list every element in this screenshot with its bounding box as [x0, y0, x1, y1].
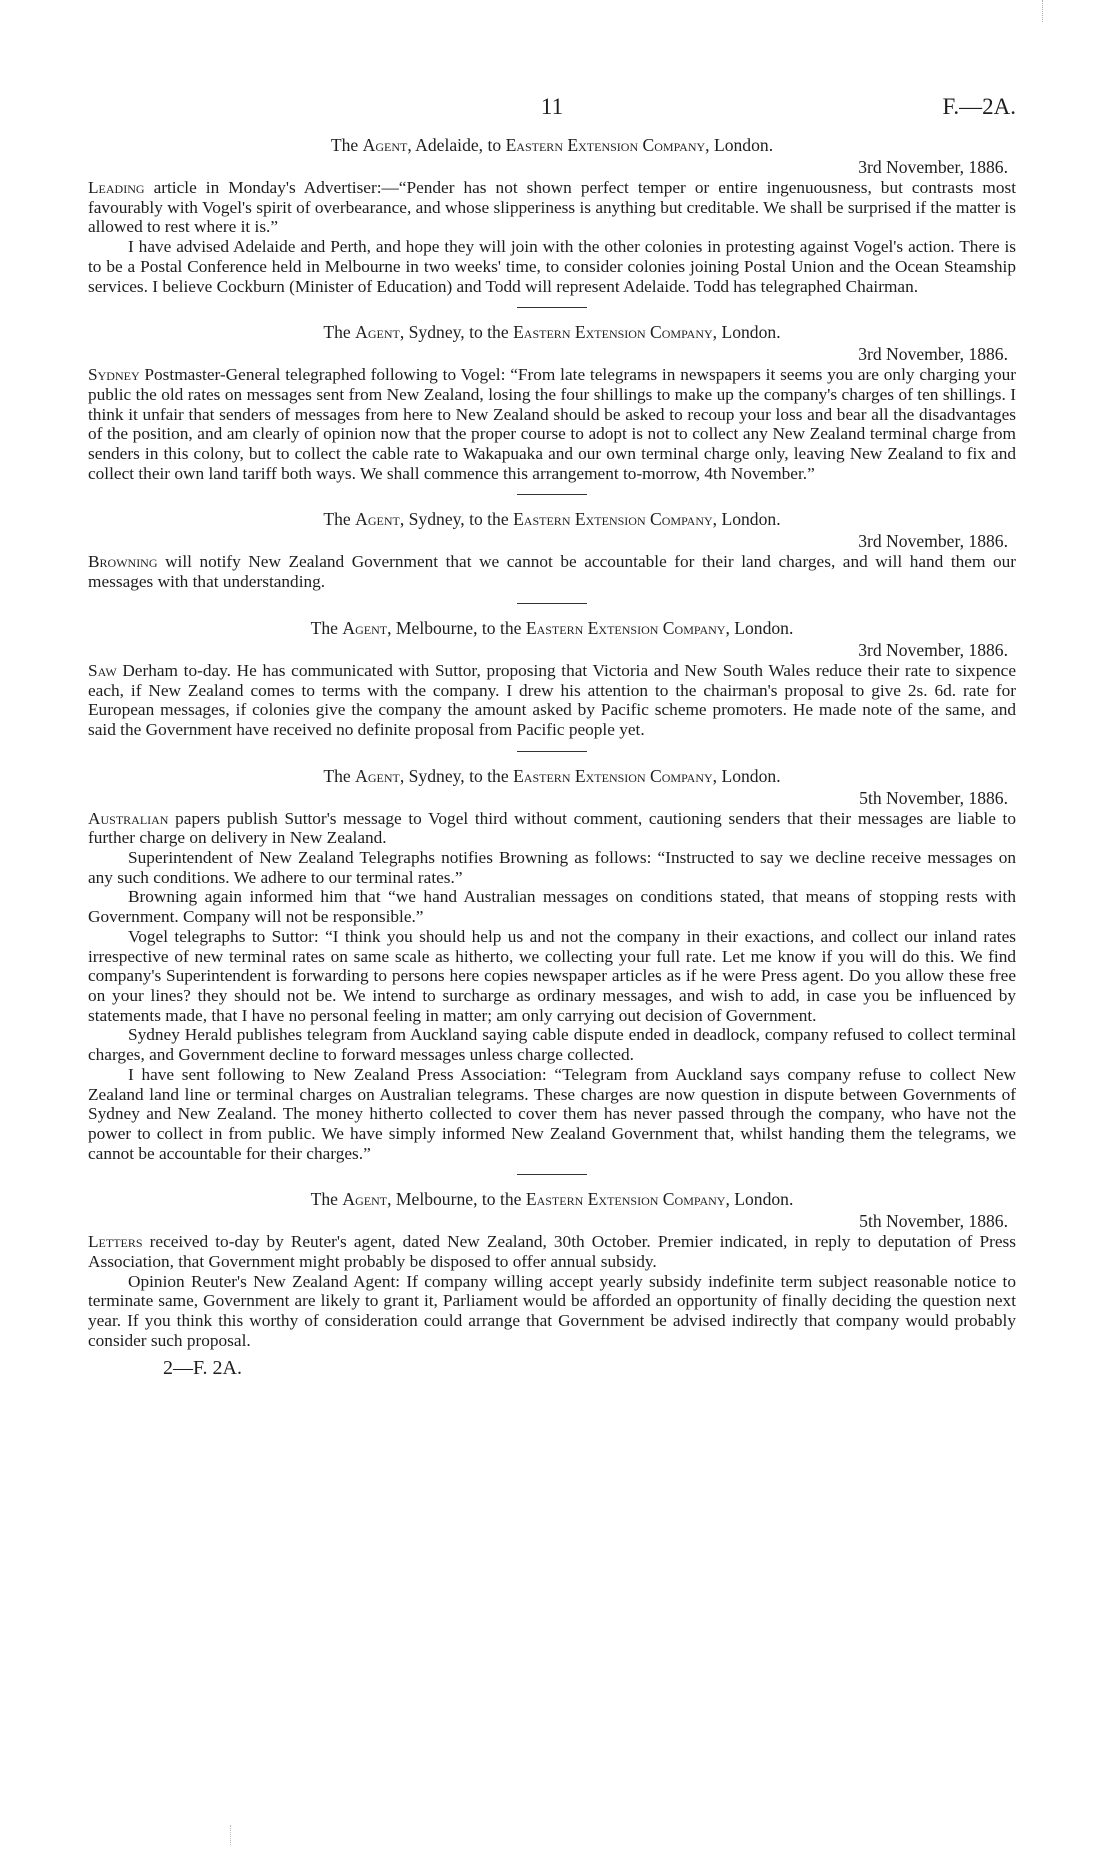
paragraph: Sydney Herald publishes telegram from Auckland saying cable dispute ended in deadlock, company refused to collect terminal charges, and Government decline to forward messages unless charge collected. [88, 1025, 1016, 1065]
section-divider [517, 494, 587, 495]
paragraph: Leading article in Monday's Advertiser:—“Pender has not shown perfect temper or entire ingenuousness, but contrasts most favourably with Vogel's spirit of overbearance, and whose slipperiness is anything but creditable. We shall be surprised if the matter is allowed to rest where it is.” [88, 178, 1016, 237]
message-date: 3rd November, 1886. [858, 639, 1008, 660]
paper-reference: F.—2A. [942, 94, 1016, 119]
telegram-message [88, 134, 1016, 296]
message-body [88, 552, 1016, 591]
message-date: 5th November, 1886. [859, 1211, 1008, 1232]
message-heading: The Agent, Melbourne, to the Eastern Extension Company, London. [310, 1189, 794, 1210]
paragraph: I have advised Adelaide and Perth, and hope they will join with the other colonies in protesting against Vogel's action. There is to be a Postal Conference held in Melbourne in two weeks' time, to consider colonies joining Postal Union and the Ocean Steamship services. I believe Cockburn (Minister of Education) and Todd will represent Adelaide. Todd has telegraphed Chairman. [88, 237, 1016, 296]
paragraph: Superintendent of New Zealand Telegraphs notifies Browning as follows: “Instructed to say we decline receive messages on any such conditions. We adhere to our terminal rates.” [88, 848, 1016, 887]
paragraph: Australian papers publish Suttor's message to Vogel third without comment, cautioning senders that their messages are liable to further charge on delivery in New Zealand. [88, 808, 1016, 848]
paragraph: Sydney Postmaster-General telegraphed following to Vogel: “From late telegrams in newspapers it seems you are only charging your public the old rates on messages sent from New Zealand, losing the four shillings to make up the company's charges of ten shillings. I think it unfair that senders of messages from here to New Zealand should be asked to recoup your loss and bear all the disadvantages of the position, and am clearly of opinion now that the proper course to adopt is not to collect any New Zealand terminal charge from senders in this colony, but to collect the cable rate to Wakapuaka and our own terminal charge only, leaving New Zealand to fix and collect their own land tariff both ways. We shall commence this arrangement to-morrow, 4th November.” [88, 365, 1016, 483]
document-page [88, 94, 1016, 1380]
page-header [88, 94, 1016, 128]
message-body [88, 365, 1016, 483]
signature-mark: 2—F. 2A. [163, 1356, 242, 1379]
paragraph: Letters received to-day by Reuter's agent, dated New Zealand, 30th October. Premier indicated, in reply to deputation of Press Association, that Government might probably be disposed to offer annual subsidy. [88, 1232, 1016, 1272]
paragraph: Vogel telegraphs to Suttor: “I think you should help us and not the company in their exactions, and collect our inland rates irrespective of new terminal rates on same scale as hitherto, we collecting your full rate. Let me know if you will do this. We find company's Superintendent is forwarding to persons here copies newspaper articles as if he were Press agent. Do you allow these free on your lines? they should not be. We intend to surcharge as ordinary messages, and wish to add, in case you be influenced by statements made, that I have no personal feeling in matter; am only carrying out decision of Government. [88, 926, 1016, 1025]
section-divider [517, 307, 587, 308]
paragraph: Browning will notify New Zealand Government that we cannot be accountable for their land charges, and will hand them our messages with that understanding. [88, 552, 1016, 592]
message-heading: The Agent, Melbourne, to the Eastern Extension Company, London. [310, 617, 794, 638]
telegram-message [88, 321, 1016, 483]
message-date: 3rd November, 1886. [858, 531, 1008, 552]
page-edge-mark [1042, 0, 1044, 22]
message-body [88, 661, 1016, 740]
section-divider [517, 751, 587, 752]
message-heading: The Agent, Sydney, to the Eastern Extension Company, London. [323, 765, 781, 786]
page-bottom-mark [230, 1825, 232, 1845]
section-divider [517, 1174, 587, 1175]
paragraph: Browning again informed him that “we hand Australian messages on conditions stated, that means of stopping rests with Government. Company will not be responsible.” [88, 887, 1016, 927]
section-divider [517, 603, 587, 604]
message-body [88, 1232, 1016, 1350]
message-date: 3rd November, 1886. [858, 344, 1008, 365]
paragraph: Saw Derham to-day. He has communicated with Suttor, proposing that Victoria and New South Wales reduce their rate to sixpence each, if New Zealand comes to terms with the company. I drew his attention to the chairman's proposal to give 2s. 6d. rate for European messages, if colonies give the company the amount asked by Pacific scheme promoters. He made note of the same, and said the Government have received no definite proposal from Pacific people yet. [88, 660, 1016, 739]
telegram-message [88, 1188, 1016, 1350]
paragraph: Opinion Reuter's New Zealand Agent: If company willing accept yearly subsidy indefinite term subject reasonable notice to terminate same, Government are likely to grant it, Parliament would be afforded an opportunity of finally deciding the question next year. If you think this worthy of consideration could arrange that Government be advised indirectly that company would probably consider such proposal. [88, 1271, 1016, 1350]
telegram-message [88, 617, 1016, 740]
telegram-message [88, 765, 1016, 1164]
message-body [88, 809, 1016, 1164]
message-body [88, 178, 1016, 296]
telegram-message [88, 508, 1016, 591]
message-heading: The Agent, Adelaide, to Eastern Extension Company, London. [330, 135, 774, 155]
message-heading: The Agent, Sydney, to the Eastern Extension Company, London. [323, 509, 781, 530]
paragraph: I have sent following to New Zealand Press Association: “Telegram from Auckland says company refuse to collect New Zealand land line or terminal charges on Australian telegrams. These charges are now question in dispute between Governments of Sydney and New Zealand. The money hitherto collected to cover them has never passed through the company, who have not the power to collect in from public. We have simply informed New Zealand Government that, whilst handing them the telegrams, we cannot be accountable for their charges.” [88, 1064, 1016, 1163]
message-date: 5th November, 1886. [859, 787, 1008, 808]
message-heading: The Agent, Sydney, to the Eastern Extension Company, London. [323, 322, 781, 343]
page-number: 11 [540, 94, 564, 119]
message-date: 3rd November, 1886. [858, 157, 1008, 177]
